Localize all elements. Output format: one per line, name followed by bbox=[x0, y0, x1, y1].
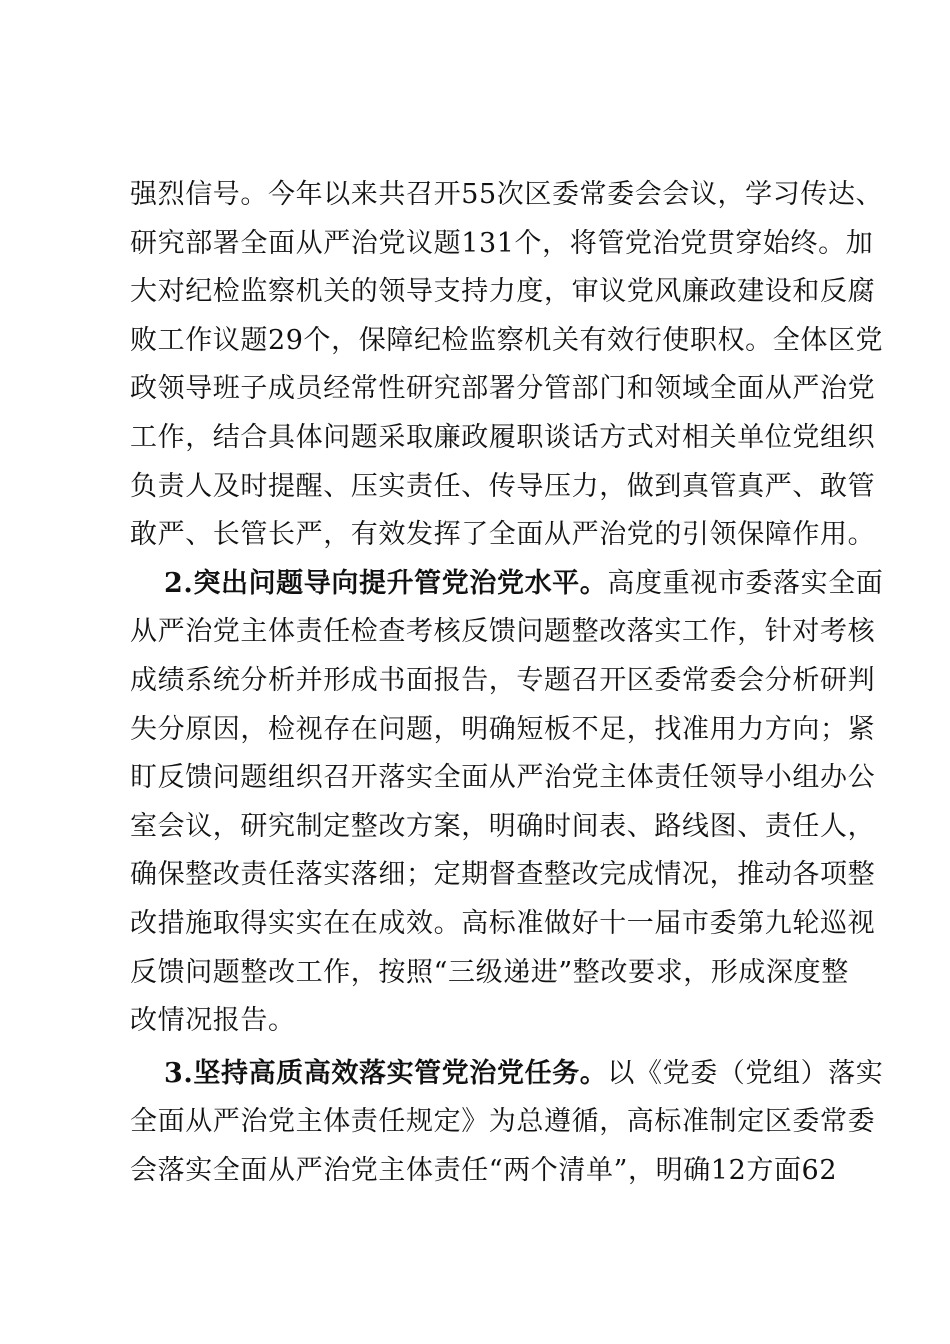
paragraph-first-line bbox=[130, 560, 884, 609]
text-line: 失分原因，检视存在问题，明确短板不足，找准用力方向；紧 bbox=[130, 713, 876, 745]
text-line: 负责人及时提醒、压实责任、传导压力，做到真管真严、敢管 bbox=[130, 470, 876, 502]
text-line: 敢严、长管长严，有效发挥了全面从严治党的引领保障作用。 bbox=[130, 519, 876, 551]
text-line: 败工作议题29个，保障纪检监察机关有效行使职权。全体区党 bbox=[130, 324, 884, 356]
paragraph-first-line bbox=[130, 1050, 884, 1099]
text-line: 工作，结合具体问题采取廉政履职谈话方式对相关单位党组织 bbox=[130, 421, 876, 453]
text-line: 盯反馈问题组织召开落实全面从严治党主体责任领导小组办公 bbox=[130, 762, 876, 794]
section-heading: 3.坚持高质高效落实管党治党任务。 bbox=[164, 1057, 608, 1089]
paragraph-2 bbox=[130, 560, 884, 1046]
text-line: 全面从严治党主体责任规定》为总遵循，高标准制定区委常委 bbox=[130, 1106, 876, 1138]
text-line: 大对纪检监察机关的领导支持力度，审议党风廉政建设和反腐 bbox=[130, 276, 876, 308]
text-line: 改措施取得实实在在成效。高标准做好十一届市委第九轮巡视 bbox=[130, 907, 876, 939]
text-line: 确保整改责任落实落细；定期督查整改完成情况，推动各项整 bbox=[130, 859, 876, 891]
section-heading: 2.突出问题导向提升管党治党水平。 bbox=[164, 567, 608, 599]
text-line: 政领导班子成员经常性研究部署分管部门和领域全面从严治党 bbox=[130, 373, 876, 405]
text-line: 研究部署全面从严治党议题131个，将管党治党贯穿始终。加 bbox=[130, 227, 874, 259]
text-line: 从严治党主体责任检查考核反馈问题整改落实工作，针对考核 bbox=[130, 616, 876, 648]
paragraph-3 bbox=[130, 1050, 884, 1196]
text-line: 成绩系统分析并形成书面报告，专题召开区委常委会分析研判 bbox=[130, 664, 876, 696]
document-body bbox=[130, 171, 884, 1195]
text-line: 会落实全面从严治党主体责任“两个清单”，明确12方面62 bbox=[130, 1154, 838, 1186]
paragraph-1 bbox=[130, 171, 884, 560]
text-line: 反馈问题整改工作，按照“三级递进”整改要求，形成深度整 bbox=[130, 956, 849, 988]
text-run: 高度重视市委落实全面 bbox=[607, 567, 884, 599]
text-line: 强烈信号。今年以来共召开55次区委常委会会议，学习传达、 bbox=[130, 179, 884, 210]
text-line: 改情况报告。 bbox=[130, 1005, 296, 1037]
text-line: 室会议，研究制定整改方案，明确时间表、路线图、责任人， bbox=[130, 810, 876, 842]
text-run: 以《党委（党组）落实 bbox=[607, 1057, 884, 1089]
